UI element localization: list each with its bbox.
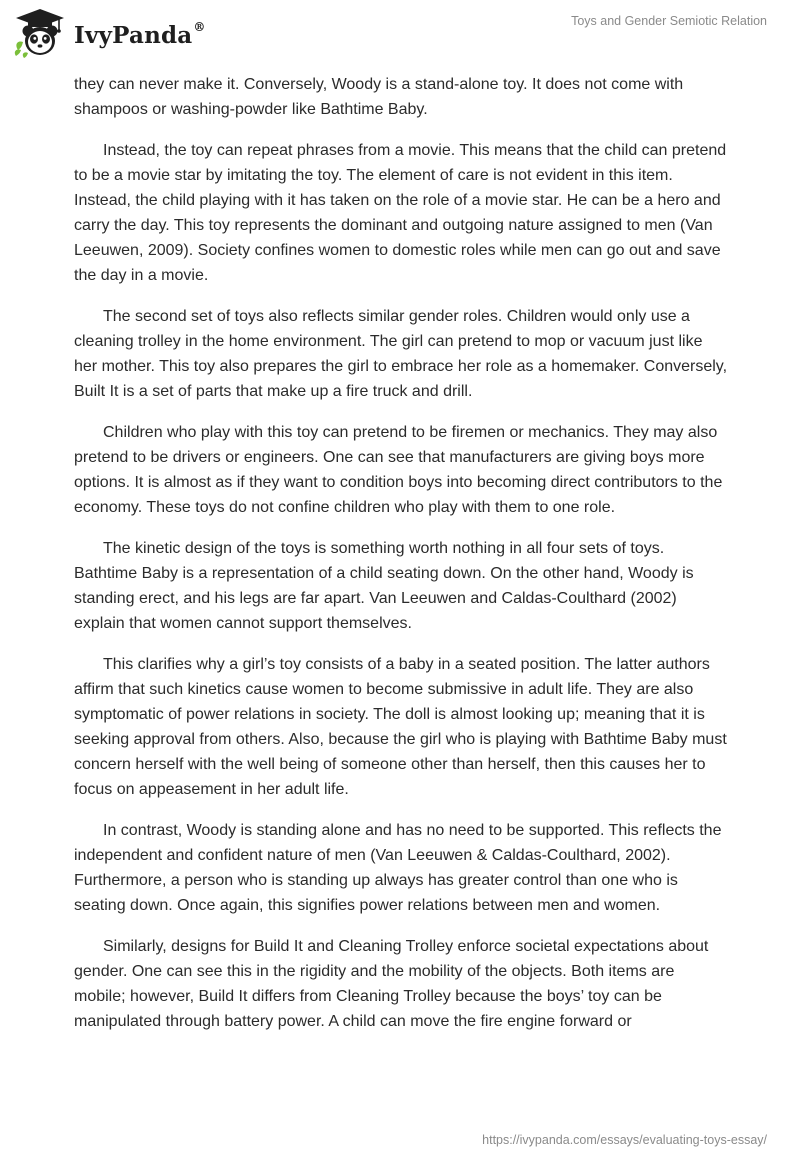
source-url[interactable]: https://ivypanda.com/essays/evaluating-toys-essay/: [482, 1133, 767, 1147]
running-title: Toys and Gender Semiotic Relation: [571, 14, 767, 28]
registered-mark: ®: [193, 19, 206, 34]
paragraph-2: Instead, the toy can repeat phrases from a movie. This means that the child can pretend to be a movie star by imitating the toy. The element of care is not evident in this item. Instead, the child playing with it has taken on the role of a movie star. He can be a hero and carry the day. This toy represents the dominant and outgoing nature assigned to men (Van Leeuwen, 2009). Society confines women to domestic roles while men can go out and save the day in a movie.: [74, 142, 727, 284]
paragraph-3: The second set of toys also reflects similar gender roles. Children would only use a cleaning trolley in the home environment. The girl can pretend to mop or vacuum just like her mother. This toy also prepares the girl to embrace her role as a homemaker. Conversely, Built It is a set of parts that make up a fire truck and drill.: [74, 308, 728, 400]
page-header: [0, 0, 800, 70]
brand-name: IvyPanda®: [74, 19, 206, 49]
paragraph-8: Similarly, designs for Build It and Cleaning Trolley enforce societal expectations about gender. One can see this in the rigidity and the mobility of the objects. Both items are mobile; however, Build It differs from Cleaning Trolley because the boys’ toy can be manipulated through battery power. A child can move the fire engine forward or: [74, 938, 709, 1030]
brand-logo[interactable]: [12, 6, 206, 62]
paragraph-4: Children who play with this toy can pretend to be firemen or mechanics. They may also pretend to be drivers or engineers. One can see that manufacturers are giving boys more options. It is almost as if they want to condition boys into becoming direct contributors to the economy. These toys do not confine children who play with them to one role.: [74, 424, 723, 516]
essay-body: [74, 72, 729, 1050]
paragraph-6: This clarifies why a girl’s toy consists of a baby in a seated position. The latter authors affirm that such kinetics cause women to become submissive in adult life. They are also symptomatic of power relations in society. The doll is almost looking up; meaning that it is seeking approval from others. Also, because the girl who is playing with Bathtime Baby must concern herself with the well being of someone other than herself, then this causes her to focus on appeasement in her adult life.: [74, 656, 727, 798]
paragraph-1: they can never make it. Conversely, Woody is a stand-alone toy. It does not come with shampoos or washing-powder like Bathtime Baby.: [74, 76, 684, 118]
panda-graduation-cap-icon: [12, 6, 68, 62]
paragraph-7: In contrast, Woody is standing alone and has no need to be supported. This reflects the independent and confident nature of men (Van Leeuwen & Caldas-Coulthard, 2002). Furthermore, a person who is standing up always has greater control than one who is seating down. Once again, this signifies power relations between men and women.: [74, 822, 722, 914]
paragraph-5: The kinetic design of the toys is something worth nothing in all four sets of toys. Bathtime Baby is a representation of a child seating down. On the other hand, Woody is standing erect, and his legs are far apart. Van Leeuwen and Caldas-Coulthard (2002) explain that women cannot support themselves.: [74, 540, 694, 632]
